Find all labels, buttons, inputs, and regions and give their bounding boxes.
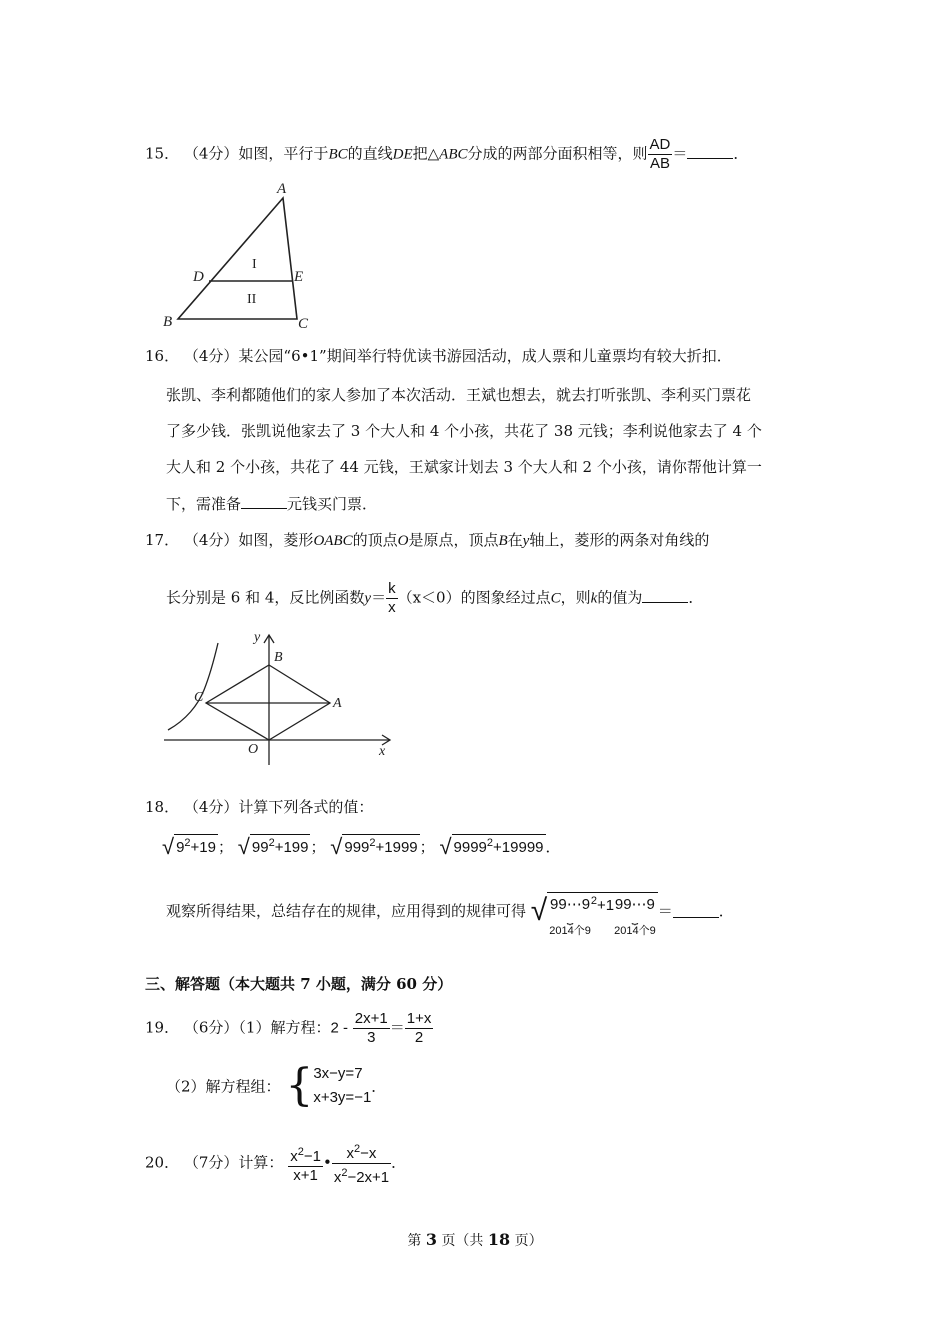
answer-blank: [241, 493, 287, 509]
q20-fraction-1: $\frac{x^2-1}{x+1}$: [288, 1143, 323, 1185]
region-I: I: [252, 257, 257, 272]
q19-fraction-1: $\frac{2x+1}{3}$: [354, 1010, 388, 1046]
region-II: II: [247, 292, 257, 307]
axis-x-label: x: [379, 744, 386, 759]
answer-blank: [642, 587, 688, 603]
equation-system: { 3x−y=7 x+3y=−1: [285, 1060, 372, 1111]
label-A: A: [333, 696, 342, 711]
page-number: 3: [425, 1230, 437, 1249]
sqrt-expr-1: √ $9^2+19$: [162, 834, 216, 859]
answer-blank: [673, 902, 719, 918]
q17-rhombus-figure: [158, 625, 398, 765]
page-total: 18: [487, 1230, 511, 1249]
axis-y-label: y: [254, 630, 261, 645]
label-D: D: [193, 269, 204, 285]
q16-line3: 了多少钱．张凯说他家去了 3 个大人和 4 个小孩，共花了 38 元钱；李利说他家去了 4 个: [166, 422, 762, 440]
q20-line: 20． （7分）计算： $\frac{x^2-1}{x+1}$ • $\frac{x^2-x}{x^2-2x+1}$ ．: [145, 1140, 406, 1187]
label-E: E: [294, 269, 304, 285]
q16-line5: 下，需准备 元钱买门票．: [166, 495, 378, 513]
q16-line1: 16． （4分）某公园“6•1”期间举行特优读书游园活动，成人票和儿童票均有较大折扣．: [145, 347, 732, 365]
sqrt-expr-2: √ $99^2+199$: [237, 834, 309, 859]
q15-fraction: $\frac{AD}{AB}$: [649, 136, 671, 172]
q18-line1: 18． （4分）计算下列各式的值：: [145, 798, 374, 816]
q19-line1: 19． （6分）（1）解方程：2 - $\frac{2x+1}{3}$ ＝ $\frac{1+x}{2}$: [145, 1010, 432, 1046]
q20-fraction-2: $\frac{x^2-x}{x^2-2x+1}$: [332, 1140, 391, 1187]
q15-line: 15． （4分）如图，平行于BC的直线DE把△ABC分成的两部分面积相等，则 $\frac{AD}{AB}$ ＝ ．: [145, 136, 749, 172]
q17-fraction: $\frac{k}{x}$: [388, 580, 396, 616]
sqrt-general-expr: √ 99⋯9 ⏟ 2014个9 $^2$+199⋯9 ⏟ 2014个9: [530, 894, 656, 937]
page-footer: 第 3 页（共 18 页）: [407, 1230, 543, 1249]
label-B: B: [274, 650, 283, 665]
q15-triangle-figure: [160, 178, 320, 333]
label-B: B: [163, 314, 173, 330]
sqrt-expr-3: √ $999^2+1999$: [330, 834, 418, 859]
q17-line1: 17． （4分）如图，菱形OABC的顶点O是原点，顶点B在y轴上，菱形的两条对角线的: [145, 531, 710, 549]
section-title: 三、解答题（本大题共 7 小题，满分 60 分）: [145, 975, 453, 993]
q17-line2: 长分别是 6 和 4，反比例函数y＝ $\frac{k}{x}$ （x＜0）的图象经过点C，则k的值为 ．: [166, 580, 704, 616]
q16-line2: 张凯、李利都随他们的家人参加了本次活动．王斌也想去，就去打听张凯、李利买门票花: [166, 386, 752, 404]
q15-number: 15．: [145, 144, 180, 163]
label-C: C: [194, 690, 204, 705]
answer-blank: [687, 143, 733, 159]
sqrt-expr-4: √ $9999^2+19999$: [439, 834, 544, 859]
q19-line2: （2）解方程组： { 3x−y=7 x+3y=−1 ．: [166, 1060, 387, 1111]
label-O: O: [248, 742, 259, 757]
q16-line4: 大人和 2 个小孩，共花了 44 元钱，王斌家计划去 3 个大人和 2 个小孩，请你帮他计算一: [166, 458, 762, 476]
q18-expressions: √ $9^2+19$ ； √ $99^2+199$ ； √ $999^2+1999$ ； √ $9999^2+19999$ ．: [162, 834, 561, 859]
label-A: A: [277, 181, 287, 197]
q19-fraction-2: $\frac{1+x}{2}$: [406, 1010, 432, 1046]
label-C: C: [298, 316, 309, 332]
q18-observation: 观察所得结果，总结存在的规律，应用得到的规律可得 √ 99⋯9 ⏟ 2014个9 $^2$+199⋯9 ⏟ 2014个9 ＝ ．: [166, 894, 734, 937]
